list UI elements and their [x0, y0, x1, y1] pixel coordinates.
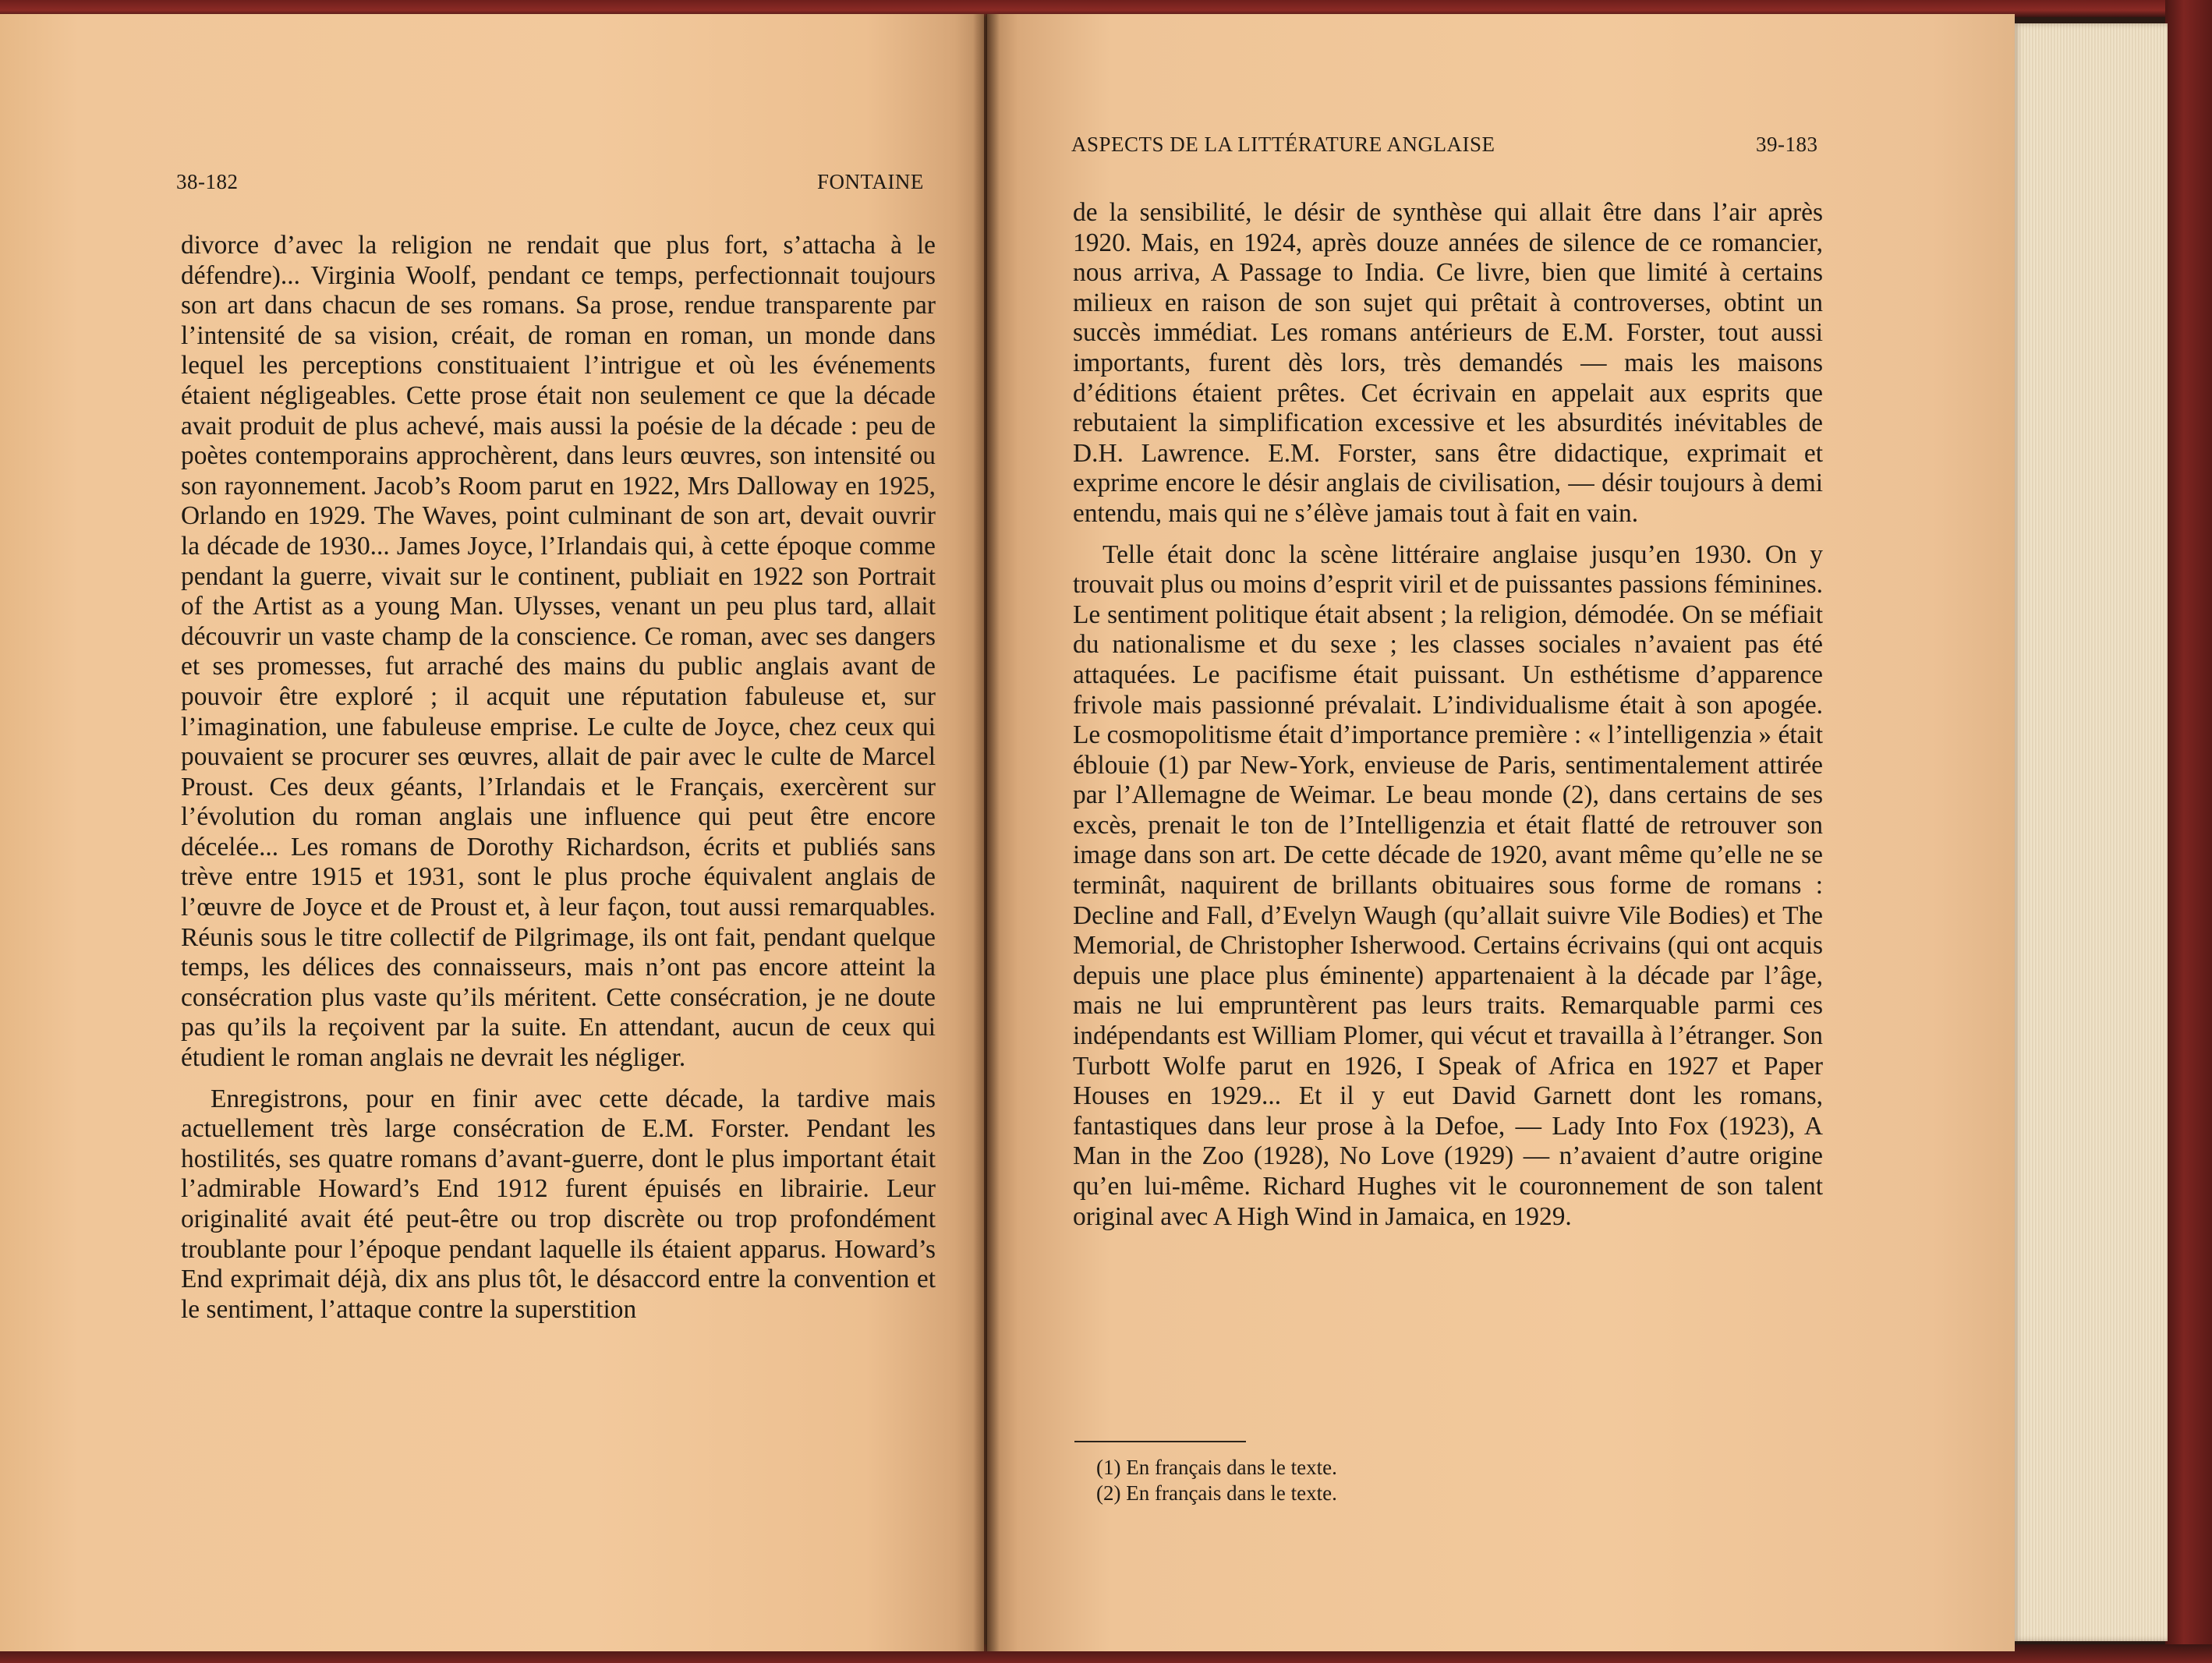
right-body-text — [1073, 198, 1823, 1232]
footnotes — [1096, 1455, 1337, 1506]
book-gutter — [973, 14, 1000, 1651]
right-page-number: 39-183 — [1756, 133, 1818, 156]
left-paragraph-1: divorce d’avec la religion ne rendait que plus fort, s’attacha à le défendre)... Virginia Woolf, pendant ce temps, perfectionnait toujours son art dans chacun de ses romans. Sa prose, rendue transparente par l’intensité de sa vision, créait, de roman en roman, un monde dans lequel les perceptions constituaient l’intrigue et où les événements étaient négligeables. Cette prose était non seulement ce que la décade avait produit de plus achevé, mais aussi la poésie de la décade : peu de poètes contemporains approchèrent, dans leurs œuvres, son intensité ou son rayonnement. Jacob’s Room parut en 1922, Mrs Dalloway en 1925, Orlando en 1929. The Waves, point culminant de son art, devait ouvrir la décade de 1930... James Joyce, l’Irlandais qui, à cette époque comme pendant la guerre, vivait sur le continent, publiait en 1922 son Portrait of the Artist as a young Man. Ulysses, venant un peu plus tard, allait découvrir un vaste champ de la conscience. Ce roman, avec ses dangers et ses promesses, fut arraché des mains du public anglais avant de pouvoir être exploré ; il acquit une réputation fabuleuse et, sur l’imagination, une fabuleuse emprise. Le culte de Joyce, chez ceux qui pouvaient se procurer ses œuvres, allait de pair avec le culte de Marcel Proust. Ces deux géants, l’Irlandais et le Français, exercèrent sur l’évolution du roman anglais une influence qui peut être encore décelée... Les romans de Dorothy Richardson, écrits et publiés sans trève entre 1915 et 1931, sont le plus proche équivalent anglais de l’œuvre de Joyce et de Proust et, à leur façon, tout aussi remarquables. Réunis sous le titre collectif de Pilgrimage, ils ont fait, pendant quelque temps, les délices des connaisseurs, mais n’ont pas encore atteint la consécration plus vaste qu’ils méritent. Cette consécration, je ne doute pas qu’ils la reçoivent par la suite. En attendant, aucun de ceux qui étudient le roman anglais ne devrait les négliger. — [181, 231, 936, 1073]
left-body-text — [181, 231, 936, 1325]
page-block-edges — [2012, 23, 2168, 1641]
footnote-separator — [1074, 1441, 1246, 1442]
right-running-title: ASPECTS DE LA LITTÉRATURE ANGLAISE — [1071, 133, 1495, 156]
footnote-1: (1) En français dans le texte. — [1096, 1456, 1337, 1479]
left-running-title: FONTAINE — [817, 170, 924, 193]
left-page-number: 38-182 — [176, 170, 239, 193]
footnote-2: (2) En français dans le texte. — [1096, 1481, 1337, 1505]
book-cover-edge-right — [2165, 0, 2212, 1663]
left-page — [0, 14, 984, 1651]
left-paragraph-2: Enregistrons, pour en finir avec cette décade, la tardive mais actuellement très large consécration de E.M. Forster. Pendant les hostilités, ses quatre romans d’avant-guerre, dont le plus important était l’admirable Howard’s End 1912 furent épuisés en librairie. Leur originalité avait été peut-être ou trop discrète ou trop profondément troublante pour l’époque pendant laquelle ils étaient apparus. Howard’s End exprimait déjà, dix ans plus tôt, le désaccord entre la convention et le sentiment, l’attaque contre la superstition — [181, 1084, 936, 1324]
right-paragraph-1: de la sensibilité, le désir de synthèse qui allait être dans l’air après 1920. Mais, en 1924, après douze années de silence de ce romancier, nous arriva, A Passage to India. Ce livre, bien que limité à certains milieux en raison de son sujet qui prêtait à controverses, obtint un succès immédiat. Les romans antérieurs de E.M. Forster, tout aussi importants, furent dès lors, très demandés — mais les maisons d’éditions étaient prêtes. Cet écrivain en appelait aux esprits que rebutaient la simplification excessive et les absurdités inévitables de D.H. Lawrence. E.M. Forster, sans être didactique, exprimait et exprime encore le désir anglais de civilisation, — désir toujours à demi entendu, mais qui ne s’élève jamais tout à fait en vain. — [1073, 198, 1823, 528]
right-paragraph-2: Telle était donc la scène littéraire anglaise jusqu’en 1930. On y trouvait plus ou moins d’esprit viril et de puissantes passions féminines. Le sentiment politique était absent ; la religion, démodée. On se méfiait du nationalisme et du sexe ; les classes sociales n’avaient pas été attaquées. Le pacifisme était puissant. Un esthétisme d’apparence frivole mais passionné prévalait. L’individualisme était à son apogée. Le cosmopolitisme était d’importance première : « l’intelligenzia » était éblouie (1) par New-York, envieuse de Paris, sentimentalement attirée par l’Allemagne de Weimar. Le beau monde (2), dans certains de ses excès, prenait le ton de l’Intelligenzia et était flatté de retrouver son image dans son art. De cette décade de 1920, avant même qu’elle ne se terminât, naquirent de brillants obituaires sous forme de romans : Decline and Fall, d’Evelyn Waugh (qu’allait suivre Vile Bodies) et The Memorial, de Christopher Isherwood. Certains écrivains (qui ont acquis depuis une place plus éminente) appartenaient à la décade par l’âge, mais ne lui empruntèrent pas leurs traits. Remarquable parmi ces indépendants est William Plomer, qui vécut et travailla à l’étranger. Son Turbott Wolfe parut en 1926, I Speak of Africa en 1927 et Paper Houses en 1929... Et il y eut David Garnett dont les romans, fantastiques dans leur prose à la Defoe, — Lady Into Fox (1923), A Man in the Zoo (1928), No Love (1929) — n’avaient d’autre origine qu’en lui-même. Richard Hughes vit le couronnement de son talent original avec A High Wind in Jamaica, en 1929. — [1073, 540, 1823, 1231]
right-page — [987, 14, 2015, 1651]
